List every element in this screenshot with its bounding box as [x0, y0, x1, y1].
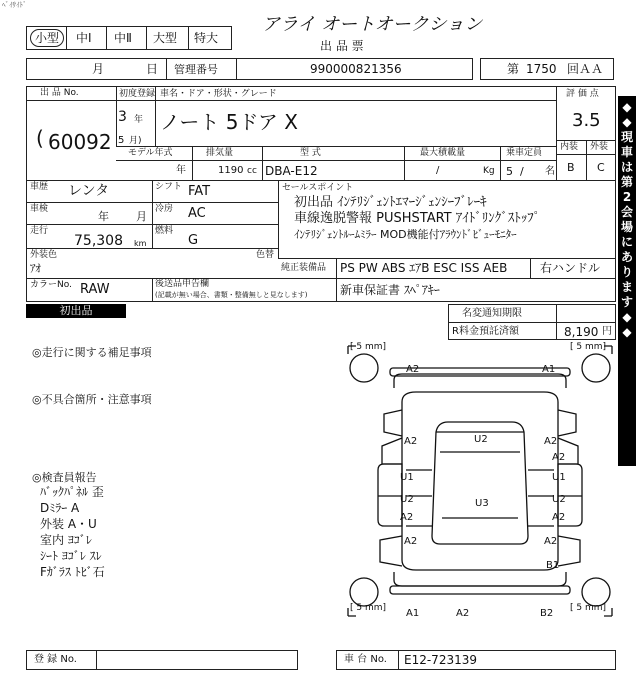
mark-front-a2: A2 [456, 608, 470, 619]
side-char: ◆ [622, 325, 632, 339]
inspector-line-6: Fｶﾞﾗｽ ﾄﾋﾞ石 [40, 565, 105, 579]
displacement-value: 1190 [218, 165, 244, 176]
warranty-value: 新車保証書 ｽﾍﾟｱｷｰ [340, 283, 440, 297]
mark-r-a2-mid: A2 [552, 452, 566, 463]
mgmt-value: 990000821356 [310, 62, 402, 76]
interior-value: B [567, 161, 575, 174]
car-name-value: ノート 5ドア X [160, 110, 298, 134]
inspector-line-2: Dﾐﾗｰ A [40, 501, 80, 515]
chassis-label: 車 台 No. [344, 654, 387, 665]
side-char: に [620, 235, 633, 249]
capacity-label: 乗車定員 [506, 148, 543, 158]
recycle-label: R料金預託済額 [452, 326, 519, 337]
lot-suffix: 回ＡＡ [567, 62, 604, 76]
color-no-label: カラーNo. [30, 280, 72, 290]
fuel-value: G [188, 233, 199, 248]
registration-label: 登 録 No. [34, 654, 77, 665]
mark-r-a2-top: A2 [544, 436, 558, 447]
color-no-value: RAW [80, 282, 110, 297]
mark-rear-a2: A2 [406, 364, 420, 375]
model-value: DBA-E12 [265, 164, 318, 178]
side-char: ま [620, 280, 633, 294]
size-xl: 特大 [194, 31, 219, 45]
recycle-value: 8,190 [564, 325, 599, 339]
exterior-label: 外装 [590, 142, 609, 152]
displacement-unit: cc [247, 166, 257, 176]
tire-br-label: [ 5 mm] [570, 603, 607, 613]
inspector-line-5: ｼｰﾄ ﾖｺﾞﾚ ｽﾚ [40, 549, 102, 563]
side-char: ◆ [622, 115, 632, 129]
car-damage-diagram [344, 340, 616, 622]
mark-rear-a1: A1 [542, 364, 556, 375]
sales-line-2: 車線逸脱警報 PUSHSTART ｱｲﾄﾞﾘﾝｸﾞｽﾄｯﾌﾟ [294, 211, 541, 226]
interior-label: 内装 [560, 142, 579, 152]
mark-l-u1: U1 [400, 472, 414, 483]
ext-color-label: 外装色 [30, 250, 58, 260]
mark-r-a2-bot: A2 [544, 536, 558, 547]
mark-u3: U3 [475, 498, 489, 509]
first-reg-year: 3 [118, 109, 127, 125]
mark-r-a2-lo: A2 [552, 512, 566, 523]
capacity-unit: 名 [545, 166, 555, 177]
max-load-unit: Kg [483, 166, 495, 176]
notes-inspector: ◎検査員報告 [32, 471, 97, 484]
doc-title: 出 品 票 [320, 39, 364, 53]
inspector-line-1: ﾊﾞｯｸﾊﾟﾈﾙ 歪 [40, 485, 104, 499]
first-reg-year-unit: 年 [134, 115, 144, 125]
first-reg-month-unit: 月) [129, 136, 142, 146]
inspector-line-4: 室内 ﾖｺﾞﾚ [40, 533, 92, 547]
tire-bl-label: [ 5 mm] [350, 603, 387, 613]
day-label: 日 [146, 62, 159, 76]
exterior-value: C [597, 161, 605, 174]
tire-tr-label: [ 5 mm] [570, 342, 607, 352]
inspection-year: 年 [98, 210, 109, 223]
lot-no-paren: ( [36, 126, 44, 150]
capacity-value: 5 [506, 165, 513, 178]
side-char: 車 [620, 145, 633, 159]
side-char: 現 [620, 130, 633, 144]
name-change-label: 名変通知期限 [462, 308, 522, 319]
mileage-label: 走行 [30, 226, 49, 236]
shift-label: シフト [155, 182, 183, 192]
shipping-note: (記載が無い場合、書類・整備無しと見なします) [155, 291, 308, 299]
side-char: は [620, 160, 633, 174]
handle-value: 右ハンドル [540, 261, 601, 275]
color-change-label: 色替 [256, 250, 275, 260]
mark-l-u2: U2 [400, 494, 414, 505]
notes-driving: ◎走行に関する補足事項 [32, 346, 152, 359]
size-mid2: 中Ⅱ [114, 31, 132, 45]
inspection-month: 月 [136, 210, 147, 223]
history-label: 車歴 [30, 182, 49, 192]
recycle-unit: 円 [602, 326, 612, 337]
sales-points-label: セールスポイント [282, 183, 354, 193]
lot-no-value: 60092 [48, 130, 112, 154]
side-char: 2 [622, 190, 632, 204]
score-value: 3.5 [572, 110, 601, 131]
mgmt-label: 管理番号 [174, 63, 218, 76]
side-char: り [620, 265, 633, 279]
aircon-value: AC [188, 206, 206, 221]
score-label: 評 価 点 [566, 89, 599, 99]
chassis-value: E12-723139 [404, 653, 477, 667]
first-reg-month: 5 [118, 135, 125, 146]
model-label: 型 式 [300, 148, 321, 158]
mark-u2-roof: U2 [474, 434, 488, 445]
mark-r-u1: U1 [552, 472, 566, 483]
mark-front-a1: A1 [406, 608, 420, 619]
inspector-line-3: 外装 A・U [40, 517, 97, 531]
mark-r-u2: U2 [552, 494, 566, 505]
sales-line-3: ｲﾝﾃﾘｼﾞｪﾝﾄﾙｰﾑﾐﾗｰ MOD機能付ｱﾗｳﾝﾄﾞﾋﾞｭｰﾓﾆﾀｰ [294, 228, 517, 241]
side-char: 場 [620, 220, 633, 234]
first-reg-label: 初度登録 [119, 89, 156, 99]
corner-mark: ﾍﾞｲｻｲﾄﾞ [2, 1, 27, 9]
std-equip-value: PS PW ABS ｴｱB ESC ISS AEB [340, 261, 508, 275]
side-char: す [620, 295, 633, 309]
inspection-label: 車検 [30, 204, 49, 214]
max-load-label: 最大積載量 [420, 148, 466, 158]
lot-number: 1750 [526, 62, 557, 76]
lot-no-label: 出 品 No. [40, 88, 79, 98]
model-year-label: モデル年式 [128, 148, 173, 158]
auction-name: アライ オートオークション [262, 14, 483, 35]
mark-l-a2-bot: A2 [404, 536, 418, 547]
shift-value: FAT [188, 184, 211, 199]
side-char: 会 [620, 205, 633, 219]
tire-tl-label: [ 5 mm] [350, 342, 387, 352]
sales-line-1: 初出品 ｲﾝﾃﾘｼﾞｪﾝﾄｴﾏｰｼﾞｪﾝｼｰﾌﾞﾚｰｷ [294, 195, 487, 210]
model-year-unit: 年 [176, 165, 186, 176]
mark-l-a2-lo: A2 [400, 512, 414, 523]
aircon-label: 冷房 [155, 204, 174, 214]
ext-color-value: ｱｵ [30, 262, 41, 275]
side-char: 第 [620, 175, 633, 189]
mileage-unit: km [134, 239, 147, 248]
max-load-slash: / [436, 165, 440, 176]
std-equip-label: 純正装備品 [281, 263, 327, 273]
mileage-value: 75,308 [74, 233, 123, 249]
history-value: レンタ [68, 183, 110, 199]
size-large: 大型 [153, 31, 178, 45]
car-name-label: 車名・ドア・形状・グレード [160, 89, 277, 99]
fuel-label: 燃料 [155, 226, 174, 236]
size-small: 小型 [35, 31, 60, 45]
side-char: あ [620, 250, 633, 264]
lot-prefix: 第 [507, 62, 520, 76]
notes-defects: ◎不具合箇所・注意事項 [32, 393, 152, 406]
capacity-slash: / [520, 165, 524, 178]
side-char: ◆ [622, 100, 632, 114]
side-notice [618, 96, 636, 466]
mark-l-a2-top: A2 [404, 436, 418, 447]
mark-front-b2: B2 [540, 608, 554, 619]
mark-r-b1: B1 [546, 560, 560, 571]
size-mid1: 中Ⅰ [76, 31, 92, 45]
side-char: ◆ [622, 310, 632, 324]
month-label: 月 [92, 62, 105, 76]
first-listing-badge: 初出品 [26, 304, 126, 318]
displacement-label: 排気量 [206, 148, 234, 158]
shipping-label: 後送品申告欄 [155, 279, 210, 289]
